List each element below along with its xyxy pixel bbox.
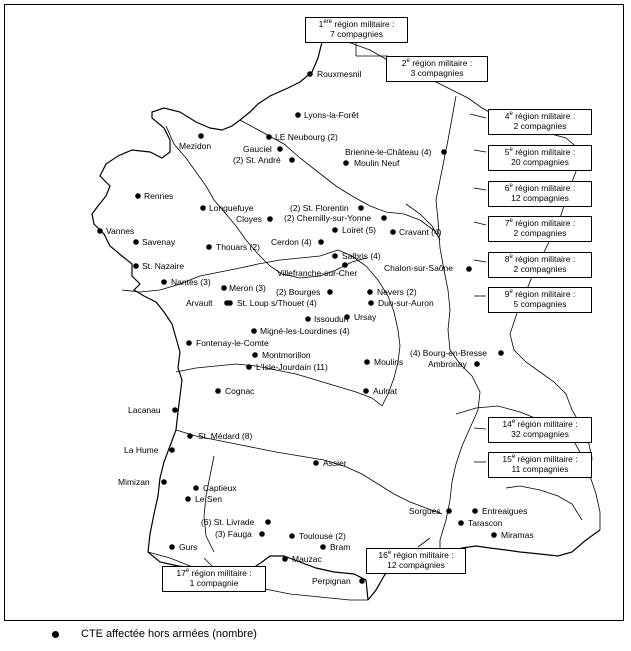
city-dot: [364, 359, 370, 365]
place-label: Entreaigues: [482, 506, 528, 516]
city-dot: [342, 262, 348, 268]
city-dot: [318, 239, 324, 245]
region-number: 17: [176, 568, 186, 578]
city-dot: [367, 289, 373, 295]
region-count: 7 compagnies: [330, 29, 383, 39]
place-label: Vannes: [106, 226, 135, 236]
region-box-15: [488, 452, 592, 478]
place-label: Cognac: [225, 386, 255, 396]
city-dot: [289, 157, 295, 163]
place-label: Salbris (4): [342, 251, 381, 261]
city-dot: [169, 544, 175, 550]
city-dot: [200, 205, 206, 211]
city-dot: [491, 532, 497, 538]
region-ordinal: e: [509, 254, 513, 261]
region-ordinal: e: [509, 183, 513, 190]
city-dot: [332, 253, 338, 259]
region-boundary: [204, 456, 214, 552]
city-dot: [305, 316, 311, 322]
place-label: Loiret (5): [342, 225, 377, 235]
city-dot: [265, 519, 271, 525]
place-label: Tarascon: [468, 518, 503, 528]
place-label: Mauzac: [292, 554, 322, 564]
region-label: région militaire :: [515, 183, 576, 193]
place-label: St. Loup s/Thouet (4): [237, 298, 317, 308]
place-label: (6) St. Livrade: [201, 517, 255, 527]
region-count: 12 compagnies: [387, 560, 445, 570]
region-count: 1 compagnie: [189, 578, 239, 588]
city-dot: [246, 364, 252, 370]
region-box-14: [488, 417, 592, 443]
region-number: 9: [504, 289, 510, 299]
city-dot: [466, 266, 472, 272]
region-ordinal: e: [509, 218, 513, 225]
region-ordinal: e: [509, 111, 513, 118]
region-box-4: [488, 109, 592, 135]
city-dot: [135, 193, 141, 199]
place-label: Nantes (3): [171, 277, 211, 287]
place-label: Ambronay: [428, 359, 467, 369]
region-box-2: [386, 56, 488, 82]
place-label: (2) St. Florentin: [290, 203, 349, 213]
city-dot: [259, 531, 265, 537]
region-ordinal: e: [406, 58, 410, 65]
place-label: La Hume: [124, 445, 159, 455]
region-number: 16: [378, 550, 388, 560]
place-label: LE Neubourg (2): [275, 132, 338, 142]
region-box-6: [488, 181, 592, 207]
city-dot: [206, 244, 212, 250]
place-label: Assier: [323, 458, 347, 468]
region-label: région militaire :: [515, 147, 576, 157]
place-label: Toulouse (2): [299, 531, 346, 541]
region-count: 2 compagnies: [513, 264, 567, 274]
region-box-9: [488, 287, 592, 313]
city-dot: [498, 350, 504, 356]
place-label: Meron (3): [229, 283, 266, 293]
region-number: 7: [504, 218, 510, 228]
city-dot: [307, 71, 313, 77]
region-ordinal: e: [511, 454, 516, 461]
city-dot: [358, 205, 364, 211]
place-label: L'Isle-Jourdain (11): [256, 362, 328, 372]
region-number: 15: [502, 454, 512, 464]
city-dot: [363, 388, 369, 394]
city-dot: [381, 215, 387, 221]
place-label: Cerdon (4): [271, 237, 312, 247]
city-dot: [252, 352, 258, 358]
region-label: région militaire :: [517, 454, 578, 464]
place-label: Aulnat: [373, 386, 398, 396]
city-dot: [368, 300, 374, 306]
place-label: Gauciel: [243, 144, 272, 154]
region-boundary: [436, 96, 456, 248]
region-count: 12 compagnies: [511, 193, 569, 203]
place-label: Lyons-la-Forêt: [304, 110, 359, 120]
place-label: (2) Bourges: [276, 287, 321, 297]
region-label: région militaire :: [191, 568, 252, 578]
region-ordinal: e: [511, 419, 516, 426]
place-label: Cravant (4): [399, 227, 442, 237]
region-number: 1: [318, 19, 324, 29]
city-dot: [221, 285, 227, 291]
city-dot: [327, 289, 333, 295]
region-number: 8: [504, 254, 510, 264]
city-dot: [227, 300, 233, 306]
place-label: Perpignan: [312, 576, 351, 586]
city-dot: [215, 388, 221, 394]
place-label: Chalon-sur-Saône: [384, 263, 453, 273]
legend-label: CTE affectée hors armées (nombre): [81, 628, 257, 640]
region-label: région militaire :: [412, 58, 473, 68]
city-dot: [359, 578, 365, 584]
place-label: Bram: [330, 542, 351, 552]
place-label: Ursay: [354, 312, 377, 322]
city-dot: [187, 433, 193, 439]
region-count: 32 compagnies: [511, 429, 569, 439]
region-ordinal: ère: [323, 19, 333, 26]
place-label: Rouxmesnil: [317, 69, 362, 79]
place-label: Migné-les-Lourdines (4): [260, 326, 350, 336]
region-label: région militaire :: [515, 111, 576, 121]
region-box-5: [488, 145, 592, 171]
city-dot: [266, 134, 272, 140]
city-dot: [289, 533, 295, 539]
region-ordinal: e: [185, 568, 190, 575]
place-label: Le Sen: [195, 494, 222, 504]
region-number: 4: [504, 111, 510, 121]
region-count: 11 compagnies: [511, 464, 569, 474]
city-dot: [251, 328, 257, 334]
place-label: Moulins: [374, 357, 404, 367]
place-label: Gurs: [179, 542, 198, 552]
place-label: Fontenay-le-Comte: [196, 338, 269, 348]
place-label: St. Nazaire: [142, 261, 185, 271]
city-dot: [97, 228, 103, 234]
place-label: Sorgues: [409, 506, 441, 516]
region-label: région militaire :: [393, 550, 454, 560]
region-label: région militaire :: [515, 218, 576, 228]
region-label: région militaire :: [517, 419, 578, 429]
city-dot: [313, 460, 319, 466]
city-dot: [198, 133, 204, 139]
region-box-16: [366, 548, 466, 574]
city-dot: [169, 447, 175, 453]
place-label: Moulin Neuf: [354, 158, 400, 168]
city-dot: [193, 485, 199, 491]
city-dot: [390, 229, 396, 235]
place-label: (2) St. André: [233, 155, 281, 165]
region-box-8: [488, 252, 592, 278]
region-count: 2 compagnies: [513, 121, 567, 131]
city-dot: [133, 263, 139, 269]
region-box-17: [162, 566, 266, 592]
place-label: Rennes: [144, 191, 174, 201]
city-dot: [185, 496, 191, 502]
region-ordinal: e: [387, 550, 392, 557]
place-label: Thouars (2): [216, 242, 260, 252]
city-dot: [186, 340, 192, 346]
city-dot: [441, 149, 447, 155]
place-label: Savenay: [142, 237, 176, 247]
place-label: Villefranche-sur-Cher: [277, 268, 358, 278]
place-label: Nevers (2): [377, 287, 417, 297]
region-box-7: [488, 216, 592, 242]
region-count: 20 compagnies: [511, 157, 569, 167]
region-box-1: [305, 17, 408, 43]
city-dot: [332, 227, 338, 233]
place-label: (3) Fauga: [215, 529, 252, 539]
place-label: Dun-sur-Auron: [378, 298, 434, 308]
place-label: St. Médard (8): [198, 431, 253, 441]
place-label: Issoudun: [314, 314, 349, 324]
legend-dot-icon: [52, 631, 59, 638]
region-ordinal: e: [509, 289, 513, 296]
place-label: (2) Chernilly-sur-Yonne: [284, 213, 372, 223]
region-number: 5: [504, 147, 510, 157]
city-dot: [474, 361, 480, 367]
city-dot: [277, 146, 283, 152]
city-dot: [295, 112, 301, 118]
region-count: 3 compagnies: [410, 68, 464, 78]
legend: [52, 628, 257, 640]
city-dot: [161, 279, 167, 285]
city-dot: [320, 544, 326, 550]
place-label: Montmorillon: [262, 350, 311, 360]
city-dot: [172, 407, 178, 413]
place-label: Mimizan: [118, 477, 150, 487]
region-ordinal: e: [509, 147, 513, 154]
city-dot: [446, 508, 452, 514]
region-label: région militaire :: [334, 19, 395, 29]
place-label: Longuefuye: [209, 203, 254, 213]
place-label: Mezidon: [179, 141, 212, 151]
city-dot: [472, 508, 478, 514]
city-dot: [458, 520, 464, 526]
region-label: région militaire :: [515, 289, 576, 299]
place-label: Captieux: [203, 483, 237, 493]
region-count: 5 compagnies: [513, 299, 567, 309]
place-label: Brienne-le-Château (4): [345, 147, 432, 157]
place-label: Cloyes: [236, 214, 262, 224]
place-label: Lacanau: [128, 405, 161, 415]
region-number: 2: [401, 58, 407, 68]
region-number: 6: [504, 183, 510, 193]
region-label: région militaire :: [515, 254, 576, 264]
region-number: 14: [502, 419, 512, 429]
place-label: Miramas: [501, 530, 534, 540]
city-dot: [161, 479, 167, 485]
city-dot: [267, 216, 273, 222]
city-dot: [343, 160, 349, 166]
city-dot: [282, 556, 288, 562]
city-dot: [133, 239, 139, 245]
place-label: (4) Bourg-en-Bresse: [410, 348, 488, 358]
place-label: Arvault: [186, 298, 213, 308]
region-count: 2 compagnies: [513, 228, 567, 238]
